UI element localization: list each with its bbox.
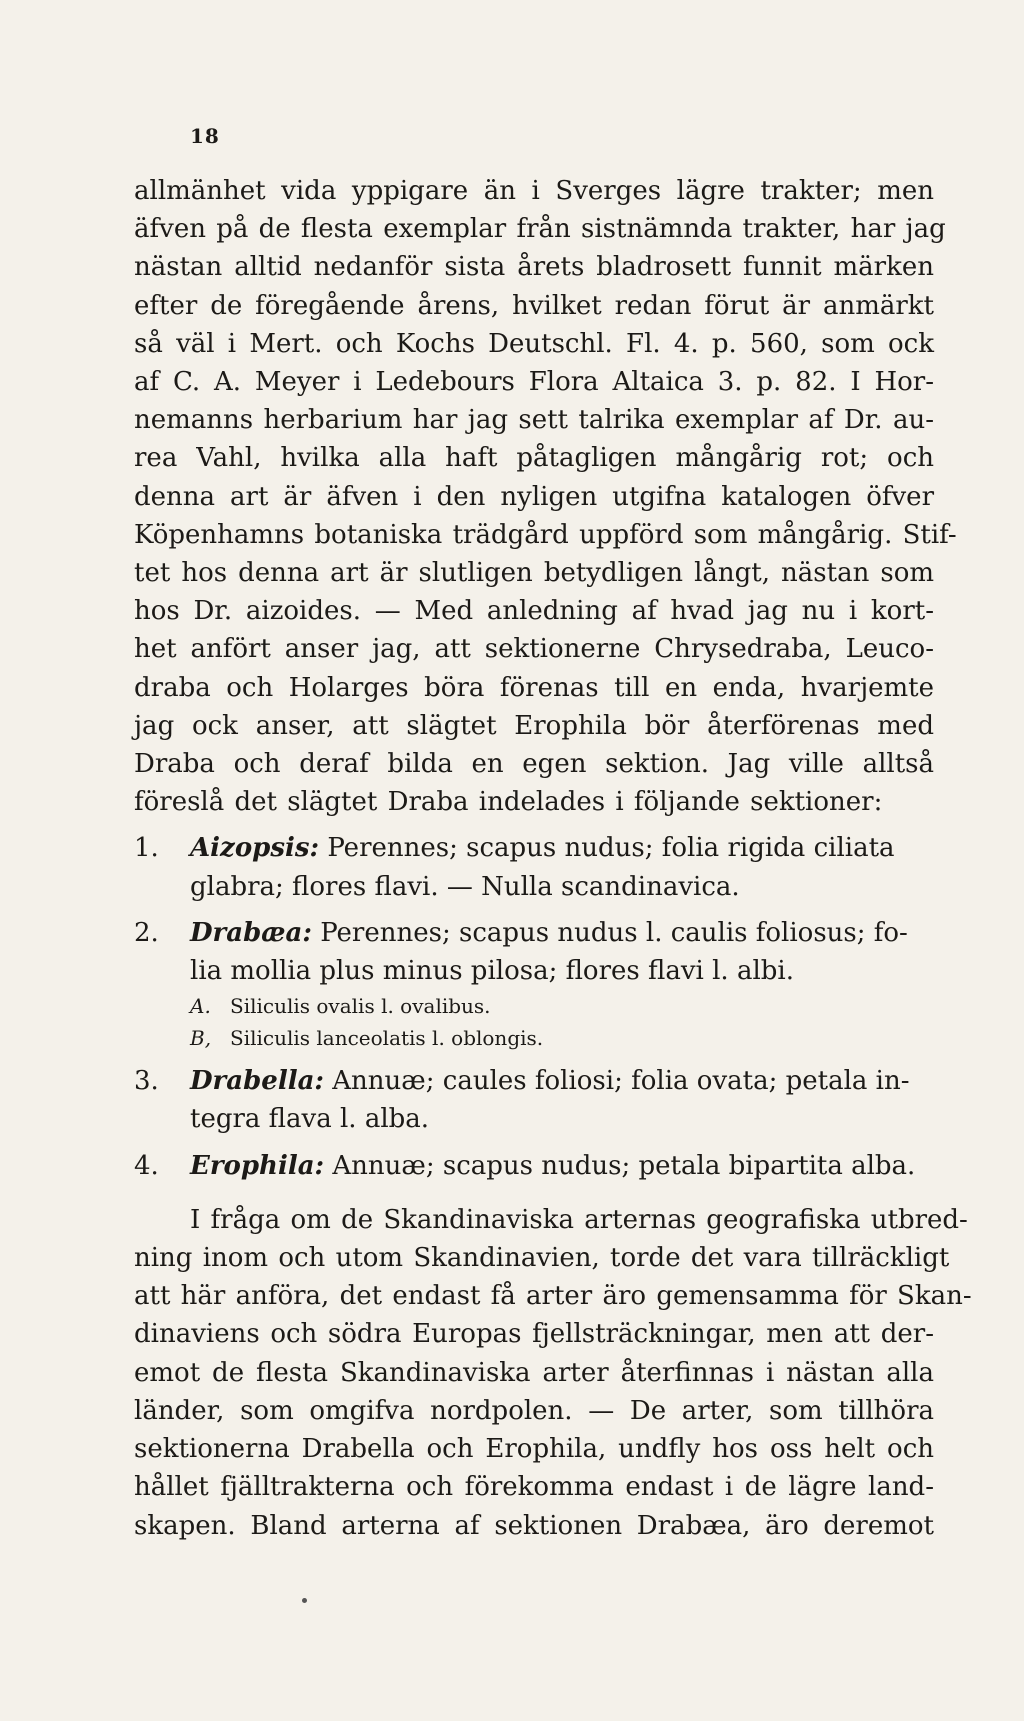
section-item xyxy=(134,914,934,952)
paragraph-2 xyxy=(134,1201,972,1545)
section-number: 3. xyxy=(134,1066,159,1097)
text-line: sektionerna Drabella och Erophila, undfly hos oss helt och xyxy=(134,1434,934,1465)
text-line: allmänhet vida yppigare än i Sverges lägre trakter; men xyxy=(134,176,934,206)
text-body xyxy=(134,172,972,1545)
section-gap xyxy=(134,906,934,914)
text-line: nemanns herbarium har jag sett talrika exemplar af Dr. au- xyxy=(134,405,934,436)
section-gap xyxy=(134,1139,934,1147)
section-first-line xyxy=(190,1147,934,1185)
section-number: 1. xyxy=(134,833,159,864)
text-line: jag ock anser, att slägtet Erophila bör återförenas med xyxy=(134,710,934,741)
section-description: Perennes; scapus nudus; folia rigida ciliata xyxy=(327,833,895,864)
text-line: länder, som omgifva nordpolen. — De arter, som tillhöra xyxy=(134,1395,934,1426)
section-continuation: glabra; flores flavi. — Nulla scandinavica. xyxy=(190,871,740,902)
text-line: efter de föregående årens, hvilket redan förut är anmärkt xyxy=(134,290,934,321)
section-gap xyxy=(134,1054,934,1062)
subsection-label: B, xyxy=(190,1026,212,1051)
section-first-line xyxy=(190,914,934,952)
subsection-item xyxy=(134,1022,934,1054)
section-first-line xyxy=(190,1062,934,1100)
section-name: Aizopsis: xyxy=(190,833,320,864)
text-line: skapen. Bland arterna af sektionen Drabæa, äro deremot xyxy=(134,1510,934,1541)
subsection-item xyxy=(134,990,934,1022)
subsection-label: A. xyxy=(190,994,211,1019)
section-name: Drabæa: xyxy=(190,917,312,948)
text-line: rea Vahl, hvilka alla haft påtagligen mångårig rot; och xyxy=(134,443,934,474)
section-item xyxy=(134,1062,934,1100)
text-line: hållet fjälltrakterna och förekomma endast i de lägre land- xyxy=(134,1472,934,1503)
text-line: dinaviens och södra Europas fjellsträckningar, men att der- xyxy=(134,1319,934,1350)
section-name: Erophila: xyxy=(190,1150,325,1181)
section-name: Drabella: xyxy=(190,1066,325,1097)
section-number: 4. xyxy=(134,1150,159,1181)
text-line: emot de flesta Skandinaviska arter återfinnas i nästan alla xyxy=(134,1357,934,1388)
text-line: så väl i Mert. och Kochs Deutschl. Fl. 4. p. 560, som ock xyxy=(134,328,934,359)
text-line: nästan alltid nedanför sista årets bladrosett funnit märken xyxy=(134,252,934,283)
section-description: Perennes; scapus nudus l. caulis foliosus; fo- xyxy=(320,917,908,948)
text-line: denna art är äfven i den nyligen utgifna katalogen öfver xyxy=(134,481,934,512)
text-line: draba och Holarges böra förenas till en enda, hvarjemte xyxy=(134,672,934,703)
section-item xyxy=(134,1147,934,1185)
section-first-line xyxy=(190,829,934,867)
text-line: het anfört anser jag, att sektionerne Chrysedraba, Leuco- xyxy=(134,634,934,665)
text-line: föreslå det slägtet Draba indelades i följande sektioner: xyxy=(134,787,883,818)
text-line: hos Dr. aizoides. — Med anledning af hvad jag nu i kort- xyxy=(134,596,934,627)
ink-speck xyxy=(302,1598,307,1603)
text-line: äfven på de flesta exemplar från sistnämnda trakter, har jag xyxy=(134,214,946,245)
text-line: Köpenhamns botaniska trädgård uppförd som mångårig. Stif- xyxy=(134,519,957,550)
text-line: af C. A. Meyer i Ledebours Flora Altaica 3. p. 82. I Hor- xyxy=(134,367,934,398)
section-description: Annuæ; scapus nudus; petala bipartita alba. xyxy=(332,1150,916,1181)
subsection-text: Siliculis lanceolatis l. oblongis. xyxy=(230,1026,544,1051)
text-line: Draba och deraf bilda en egen sektion. Jag ville alltså xyxy=(134,749,934,780)
subsection-text: Siliculis ovalis l. ovalibus. xyxy=(230,994,491,1019)
section-list xyxy=(134,829,934,1192)
text-line: att här anföra, det endast få arter äro gemensamma för Skan- xyxy=(134,1281,972,1312)
page-number: 18 xyxy=(190,124,220,148)
paragraph-1 xyxy=(134,172,957,821)
section-continuation: tegra flava l. alba. xyxy=(190,1104,430,1135)
text-line: ning inom och utom Skandinavien, torde det vara tillräckligt xyxy=(134,1243,950,1274)
section-gap xyxy=(134,1185,934,1193)
section-item xyxy=(134,829,934,867)
section-number: 2. xyxy=(134,917,159,948)
text-line: tet hos denna art är slutligen betydligen långt, nästan som xyxy=(134,558,934,589)
text-line: I fråga om de Skandinaviska arternas geografiska utbred- xyxy=(190,1204,968,1235)
section-continuation: lia mollia plus minus pilosa; flores flavi l. albi. xyxy=(190,956,795,987)
section-description: Annuæ; caules foliosi; folia ovata; petala in- xyxy=(332,1066,910,1097)
